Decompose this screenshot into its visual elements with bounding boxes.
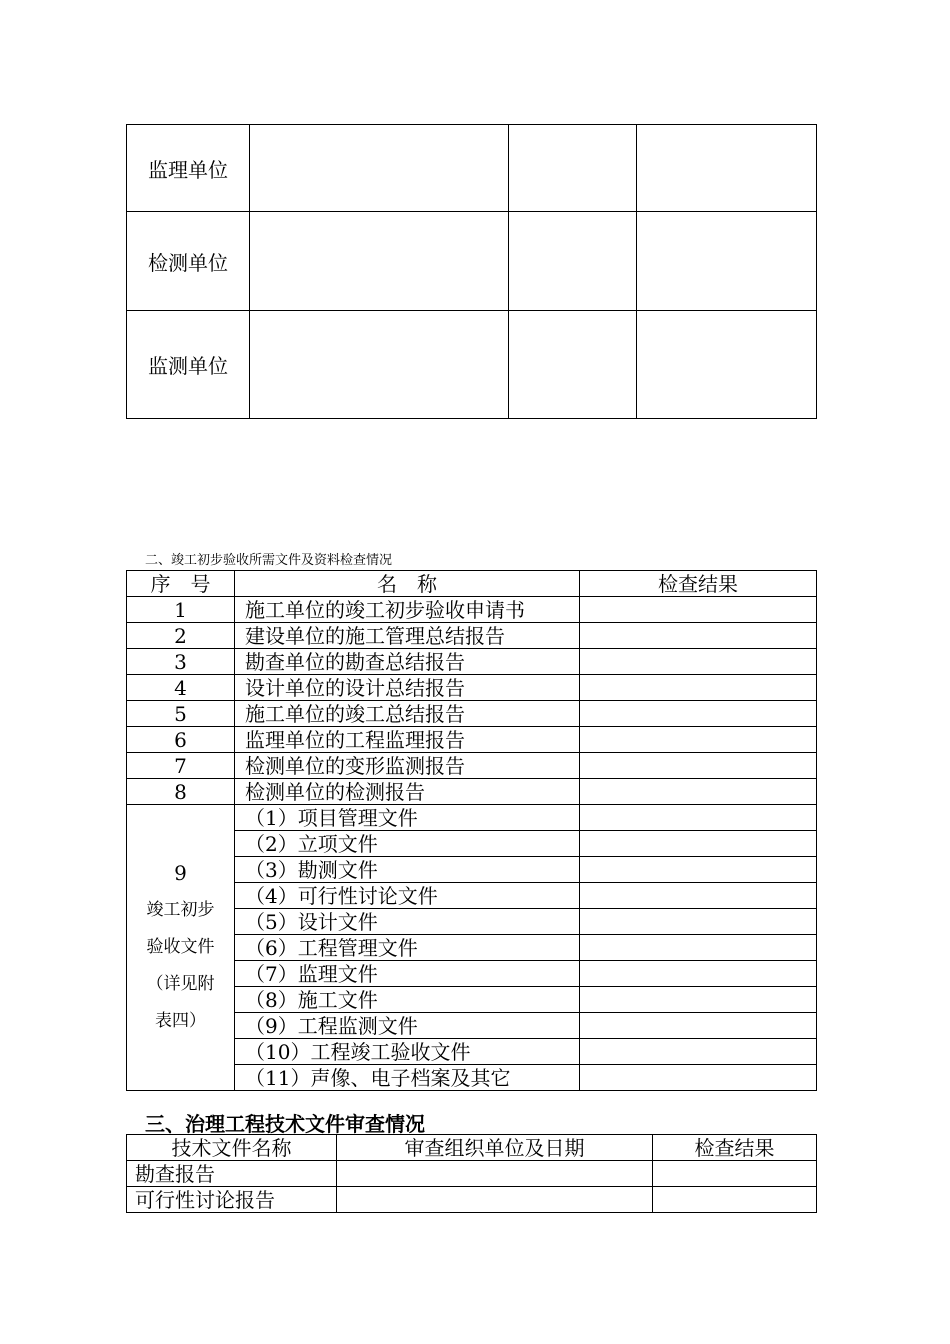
unit-row-monitoring (127, 311, 817, 419)
units-table (126, 124, 817, 419)
group-label-line: （详见附 (146, 974, 215, 994)
result-cell[interactable] (580, 857, 817, 883)
group-label-cell (127, 805, 235, 1091)
table-row (127, 805, 817, 831)
result-cell[interactable] (580, 987, 817, 1013)
result-cell[interactable] (580, 1013, 817, 1039)
unit-cell[interactable] (509, 125, 637, 212)
table-row (127, 597, 817, 623)
row-no: 2 (127, 623, 235, 649)
table-row (127, 701, 817, 727)
result-cell[interactable] (580, 961, 817, 987)
unit-cell[interactable] (250, 125, 509, 212)
table-header-row (127, 571, 817, 597)
documents-table (126, 570, 817, 1091)
row-name: 检测单位的检测报告 (235, 779, 580, 805)
doc-name: 勘查报告 (127, 1161, 337, 1187)
result-cell[interactable] (653, 1187, 817, 1213)
unit-label: 监测单位 (127, 311, 250, 419)
header-result: 检查结果 (580, 571, 817, 597)
group-item: （7）监理文件 (235, 961, 580, 987)
header-name: 名 称 (235, 571, 580, 597)
unit-cell[interactable] (250, 212, 509, 311)
result-cell[interactable] (580, 935, 817, 961)
row-no: 8 (127, 779, 235, 805)
group-item: （11）声像、电子档案及其它 (235, 1065, 580, 1091)
row-no: 7 (127, 753, 235, 779)
table-row (127, 753, 817, 779)
row-no: 6 (127, 727, 235, 753)
result-cell[interactable] (653, 1161, 817, 1187)
row-name: 检测单位的变形监测报告 (235, 753, 580, 779)
table-row (127, 675, 817, 701)
row-no: 5 (127, 701, 235, 727)
group-item: （5）设计文件 (235, 909, 580, 935)
row-name: 施工单位的竣工总结报告 (235, 701, 580, 727)
table-row (127, 623, 817, 649)
table-row (127, 779, 817, 805)
group-item: （10）工程竣工验收文件 (235, 1039, 580, 1065)
row-no: 3 (127, 649, 235, 675)
group-item: （8）施工文件 (235, 987, 580, 1013)
result-cell[interactable] (580, 1039, 817, 1065)
group-label-line: 竣工初步 (146, 900, 215, 920)
unit-cell[interactable] (637, 125, 817, 212)
table-header-row (127, 1135, 817, 1161)
result-cell[interactable] (580, 779, 817, 805)
result-cell[interactable] (580, 701, 817, 727)
table-row (127, 1161, 817, 1187)
group-item: （1）项目管理文件 (235, 805, 580, 831)
result-cell[interactable] (580, 753, 817, 779)
result-cell[interactable] (580, 883, 817, 909)
row-name: 勘查单位的勘查总结报告 (235, 649, 580, 675)
unit-label: 监理单位 (127, 125, 250, 212)
row-name: 建设单位的施工管理总结报告 (235, 623, 580, 649)
header-result: 检查结果 (653, 1135, 817, 1161)
table-row (127, 727, 817, 753)
unit-cell[interactable] (637, 212, 817, 311)
result-cell[interactable] (580, 675, 817, 701)
group-item: （4）可行性讨论文件 (235, 883, 580, 909)
group-no: 9 (174, 861, 187, 885)
group-item: （2）立项文件 (235, 831, 580, 857)
result-cell[interactable] (580, 909, 817, 935)
org-date-cell[interactable] (337, 1187, 653, 1213)
unit-label: 检测单位 (127, 212, 250, 311)
group-item: （6）工程管理文件 (235, 935, 580, 961)
section2-title: 二、竣工初步验收所需文件及资料检查情况 (145, 553, 393, 568)
unit-row-testing (127, 212, 817, 311)
unit-row-supervision (127, 125, 817, 212)
header-no: 序 号 (127, 571, 235, 597)
section3-title: 三、治理工程技术文件审查情况 (145, 1112, 425, 1136)
result-cell[interactable] (580, 623, 817, 649)
group-item: （9）工程监测文件 (235, 1013, 580, 1039)
group-label-line: 验收文件 (146, 937, 215, 957)
row-name: 施工单位的竣工初步验收申请书 (235, 597, 580, 623)
header-org-date: 审查组织单位及日期 (337, 1135, 653, 1161)
unit-cell[interactable] (509, 212, 637, 311)
table-row (127, 1187, 817, 1213)
result-cell[interactable] (580, 805, 817, 831)
row-name: 监理单位的工程监理报告 (235, 727, 580, 753)
tech-docs-table (126, 1134, 817, 1213)
group-label-line: 表四） (155, 1011, 206, 1031)
unit-cell[interactable] (509, 311, 637, 419)
row-name: 设计单位的设计总结报告 (235, 675, 580, 701)
result-cell[interactable] (580, 727, 817, 753)
result-cell[interactable] (580, 649, 817, 675)
table-row (127, 649, 817, 675)
row-no: 4 (127, 675, 235, 701)
header-doc-name: 技术文件名称 (127, 1135, 337, 1161)
result-cell[interactable] (580, 831, 817, 857)
group-item: （3）勘测文件 (235, 857, 580, 883)
unit-cell[interactable] (637, 311, 817, 419)
unit-cell[interactable] (250, 311, 509, 419)
row-no: 1 (127, 597, 235, 623)
result-cell[interactable] (580, 1065, 817, 1091)
org-date-cell[interactable] (337, 1161, 653, 1187)
doc-name: 可行性讨论报告 (127, 1187, 337, 1213)
result-cell[interactable] (580, 597, 817, 623)
